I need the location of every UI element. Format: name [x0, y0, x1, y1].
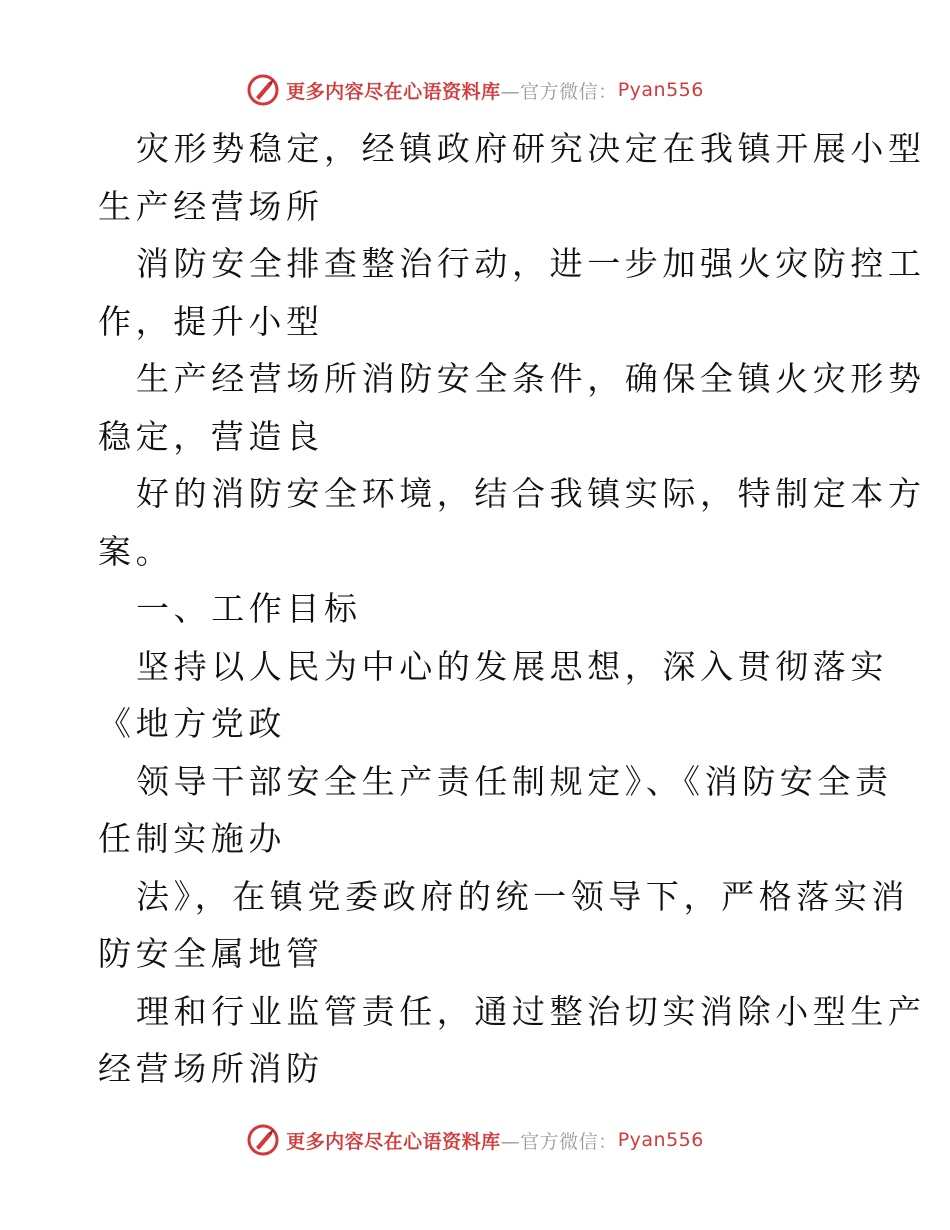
body-line: 坚持以人民为中心的发展思想，深入贯彻落实 — [136, 646, 888, 686]
body-line: 《地方党政 — [98, 704, 286, 743]
body-line: 作，提升小型 — [98, 301, 324, 341]
section-heading: 一、工作目标 — [136, 589, 362, 628]
banner-brand-text: 更多内容尽在心语资料库 — [286, 80, 501, 103]
body-line: 法》，在镇党委政府的统一领导下，严格落实消 — [136, 876, 910, 916]
body-line: 理和行业监管责任，通过整治切实消除小型生产 — [136, 991, 926, 1031]
body-line: 领导干部安全生产责任制规定》、《消防安全责 — [136, 761, 893, 801]
banner-separator: —官方微信： — [500, 1130, 618, 1153]
banner-brand-text: 更多内容尽在心语资料库 — [286, 1130, 501, 1153]
body-line: 生产经营场所 — [98, 186, 324, 226]
footer-banner — [0, 1120, 950, 1160]
pen-nib-logo-icon — [246, 1123, 280, 1157]
header-banner — [0, 70, 950, 110]
body-line: 消防安全排查整治行动，进一步加强火灾防控工 — [136, 244, 926, 283]
banner-wechat-id: Pyan556 — [617, 79, 704, 101]
pen-nib-logo-icon — [246, 73, 280, 107]
body-line: 稳定，营造良 — [98, 416, 324, 456]
banner-separator: —官方微信： — [500, 80, 618, 103]
banner-wechat-id: Pyan556 — [617, 1129, 704, 1151]
body-line: 生产经营场所消防安全条件，确保全镇火灾形势 — [136, 359, 926, 398]
body-line: 防安全属地管 — [98, 934, 324, 973]
body-line: 任制实施办 — [98, 819, 286, 858]
body-line: 灾形势稳定，经镇政府研究决定在我镇开展小型 — [136, 129, 926, 168]
body-line: 经营场所消防 — [98, 1049, 324, 1088]
body-line: 好的消防安全环境，结合我镇实际，特制定本方 — [136, 474, 926, 513]
body-line: 案。 — [98, 531, 174, 571]
document-body — [98, 120, 926, 1098]
